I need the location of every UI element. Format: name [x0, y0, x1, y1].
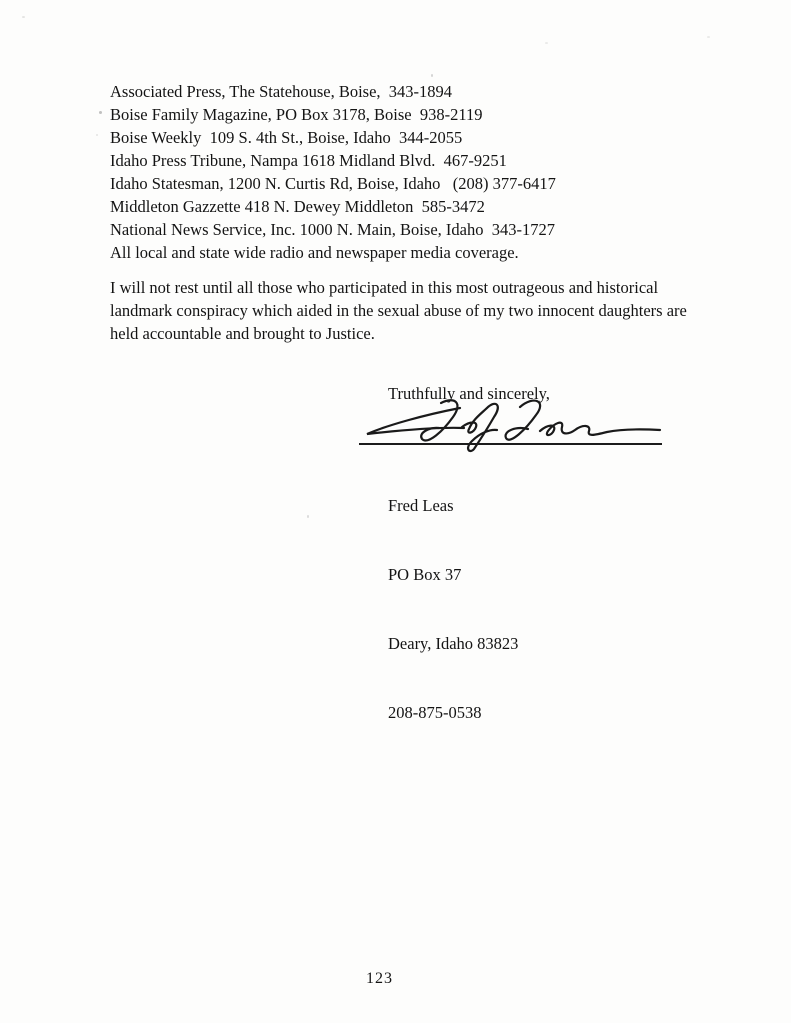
- media-list-line: Middleton Gazzette 418 N. Dewey Middleton 585-3472: [110, 197, 485, 216]
- signature-line: [359, 443, 662, 445]
- signature-details: [388, 448, 518, 770]
- media-list-line: Idaho Press Tribune, Nampa 1618 Midland Blvd. 467-9251: [110, 151, 507, 170]
- scan-speck: [707, 36, 710, 38]
- paragraph-line: held accountable and brought to Justice.: [110, 324, 375, 343]
- paragraph-line: landmark conspiracy which aided in the sexual abuse of my two innocent daughters are: [110, 301, 687, 320]
- paragraph-line: I will not rest until all those who participated in this most outrageous and historical: [110, 278, 659, 297]
- body-paragraph: [110, 276, 687, 345]
- signer-po-box: PO Box 37: [388, 565, 462, 584]
- signer-name: Fred Leas: [388, 496, 454, 515]
- media-list-line: Associated Press, The Statehouse, Boise, 343-1894: [110, 82, 453, 101]
- scan-speck: [22, 16, 25, 18]
- scan-speck: [545, 42, 548, 44]
- closing-line: Truthfully and sincerely,: [388, 384, 550, 403]
- scan-speck: [431, 74, 433, 77]
- media-list-line: All local and state wide radio and newspaper media coverage.: [110, 243, 519, 262]
- media-list-line: Boise Weekly 109 S. 4th St., Boise, Idaho 344-2055: [110, 128, 463, 147]
- signer-phone: 208-875-0538: [388, 703, 482, 722]
- signer-city-state-zip: Deary, Idaho 83823: [388, 634, 519, 653]
- scan-speck: [99, 111, 102, 114]
- media-list-line: Boise Family Magazine, PO Box 3178, Boise 938-2119: [110, 105, 483, 124]
- page-number: 123: [366, 970, 393, 987]
- signature-image: [362, 397, 668, 455]
- scan-speck: [96, 134, 98, 136]
- scan-speck: [307, 515, 309, 518]
- media-contact-list: [110, 80, 556, 264]
- media-list-line: Idaho Statesman, 1200 N. Curtis Rd, Boise, Idaho (208) 377-6417: [110, 174, 556, 193]
- media-list-line: National News Service, Inc. 1000 N. Main, Boise, Idaho 343-1727: [110, 220, 555, 239]
